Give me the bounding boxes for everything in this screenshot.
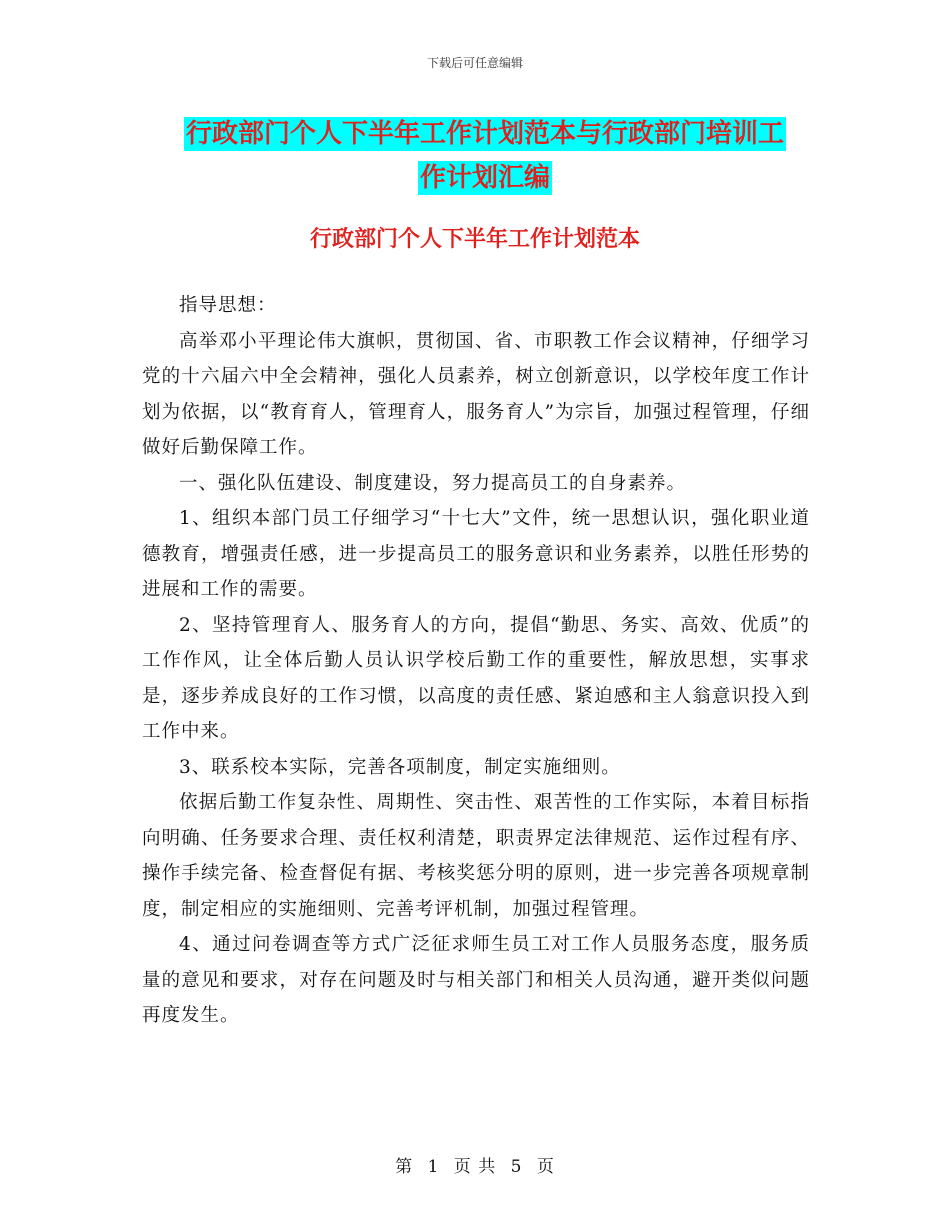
document-title-line1: 行政部门个人下半年工作计划范本与行政部门培训工 <box>185 119 784 149</box>
paragraph: 2、坚持管理育人、服务育人的方向，提倡“勤思、务实、高效、优质”的工作作风，让全体后勤人员认识学校后勤工作的重要性，解放思想，实事求是，逐步养成良好的工作习惯，以高度的责任感、紧迫感和主人翁意识投入到工作中来。 <box>142 614 810 742</box>
section-title: 行政部门个人下半年工作计划范本 <box>309 227 640 252</box>
document-title-line2: 作计划汇编 <box>419 163 550 193</box>
body-text <box>142 288 810 1034</box>
header-note: 下载后可任意编辑 <box>426 56 523 70</box>
paragraph-guiding-idea: 指导思想： <box>179 295 277 316</box>
footer-current-page: 1 <box>427 1157 440 1177</box>
document-title <box>140 112 830 200</box>
paragraph: 4、通过问卷调查等方式广泛征求师生员工对工作人员服务态度，服务质量的意见和要求，对存在问题及时与相关部门和相关人员沟通，避开类似问题再度发生。 <box>142 934 810 1026</box>
paragraph: 高举邓小平理论伟大旗帜，贯彻国、省、市职教工作会议精神，仔细学习党的十六届六中全会精神，强化人员素养，树立创新意识，以学校年度工作计划为依据，以“教育育人，管理育人，服务育人”为宗旨，加强过程管理，仔细做好后勤保障工作。 <box>142 330 810 458</box>
paragraph-heading-1: 一、强化队伍建设、制度建设，努力提高员工的自身素养。 <box>179 472 687 494</box>
page-footer <box>0 1152 950 1177</box>
footer-total-pages: 5 <box>510 1157 523 1177</box>
footer-mid: 页 共 <box>453 1157 497 1177</box>
paragraph: 3、联系校本实际，完善各项制度，制定实施细则。 <box>179 756 621 778</box>
paragraph: 依据后勤工作复杂性、周期性、突击性、艰苦性的工作实际，本着目标指向明确、任务要求合理、责任权利清楚，职责界定法律规范、运作过程有序、操作手续完备、检查督促有据、考核奖惩分明的原则，进一步完善各项规章制度，制定相应的实施细则、完善考评机制，加强过程管理。 <box>142 792 810 920</box>
footer-suffix: 页 <box>536 1157 555 1177</box>
footer-prefix: 第 <box>395 1157 414 1177</box>
paragraph: 1、组织本部门员工仔细学习“十七大”文件，统一思想认识，强化职业道德教育，增强责任感，进一步提高员工的服务意识和业务素养，以胜任形势的进展和工作的需要。 <box>142 508 810 600</box>
